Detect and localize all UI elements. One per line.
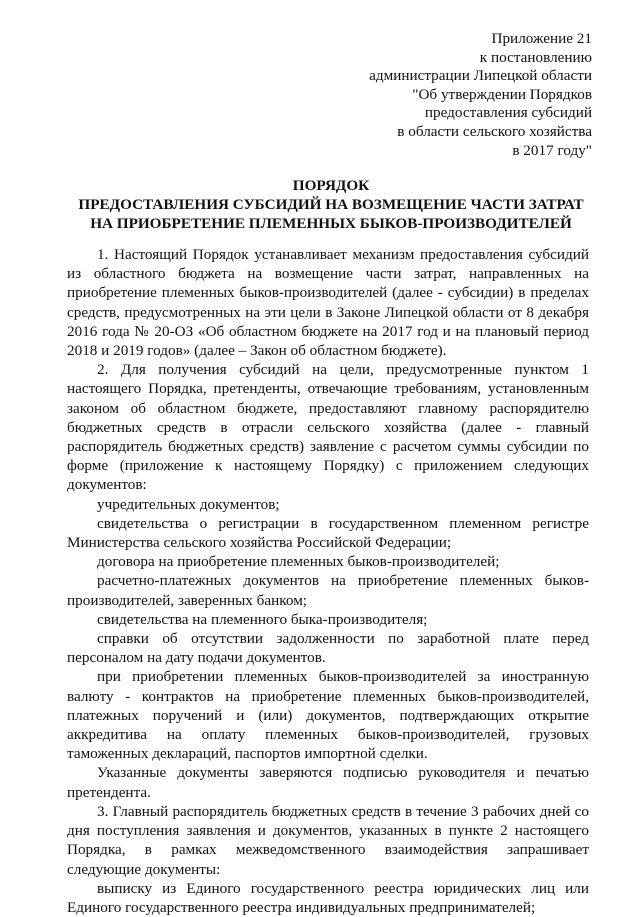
appendix-header [300, 30, 592, 160]
paragraph-certification: Указанные документы заверяются подписью руководителя и печатью претендента. [67, 764, 589, 801]
document-body [67, 245, 589, 917]
paragraph-3: 3. Главный распорядитель бюджетных средств в течение 3 рабочих дней со дня поступления заявления и документов, указанных в пункте 2 настоящего Порядка, в рамках межведомственного взаимодействия запрашивает следующие документы: [67, 802, 589, 878]
appendix-line: "Об утверждении Порядков [412, 85, 592, 103]
list-item-payment-documents: расчетно-платежных документов на приобретение племенных быков-производителей, заверенных банком; [67, 572, 589, 609]
appendix-line: Приложение 21 [491, 30, 592, 47]
appendix-line: предоставления субсидий [424, 104, 592, 122]
document-title [40, 177, 622, 233]
list-item-salary-debt-statement: справки об отсутствии задолженности по заработной плате перед персоналом на дату подачи документов. [67, 630, 589, 667]
appendix-line: в 2017 году" [512, 141, 592, 159]
list-item-registry-extract: выписку из Единого государственного реестра юридических лиц или Единого государственного реестра индивидуальных предпринимателей; [67, 879, 589, 916]
list-item-foreign-currency-documents: при приобретении племенных быков-производителей за иностранную валюту - контрактов на приобретение племенных быков-производителей, платежных поручений и (или) документов, подтверждающих открытие аккредитива на оплату племенных быков-производителей, грузовых таможенных деклараций, паспортов импортной сделки. [67, 668, 589, 763]
list-item-purchase-contract: договора на приобретение племенных быков-производителей; [97, 553, 500, 571]
paragraph-1: 1. Настоящий Порядок устанавливает механизм предоставления субсидий из областного бюджета на возмещение части затрат, направленных на приобретение племенных быков-производителей (далее - субсидии) в пределах средств, предусмотренных на эти цели в Законе Липецкой области от 8 декабря 2016 года № 20-ОЗ «Об областном бюджете на 2017 год и на плановый период 2018 и 2019 годов» (далее – Закон об областном бюджете). [67, 246, 589, 360]
list-item-registry-certificate: свидетельства о регистрации в государственном племенном регистре Министерства сельского хозяйства Российской Федерации; [67, 514, 589, 552]
title-line: ПРЕДОСТАВЛЕНИЯ СУБСИДИЙ НА ВОЗМЕЩЕНИЕ ЧАСТИ ЗАТРАТ [78, 195, 584, 213]
appendix-line: в области сельского хозяйства [397, 122, 592, 140]
appendix-line: к постановлению [479, 48, 592, 66]
list-item-bull-certificate: свидетельства на племенного быка-производителя; [97, 610, 428, 628]
title-line: ПОРЯДОК [292, 177, 370, 194]
appendix-line: администрации Липецкой области [369, 67, 592, 85]
paragraph-2: 2. Для получения субсидий на цели, предусмотренные пунктом 1 настоящего Порядка, претенденты, отвечающие требованиям, установленным законом об областном бюджете, предоставляют главному распорядителю бюджетных средств в отрасли сельского хозяйства (далее - главный распорядитель бюджетных средств) заявление с расчетом суммы субсидии по форме (приложение к настоящему Порядку) с приложением следующих документов: [67, 361, 589, 494]
title-line: НА ПРИОБРЕТЕНИЕ ПЛЕМЕННЫХ БЫКОВ-ПРОИЗВОДИТЕЛЕЙ [90, 214, 572, 232]
list-item-charter-documents: учредительных документов; [97, 495, 280, 513]
